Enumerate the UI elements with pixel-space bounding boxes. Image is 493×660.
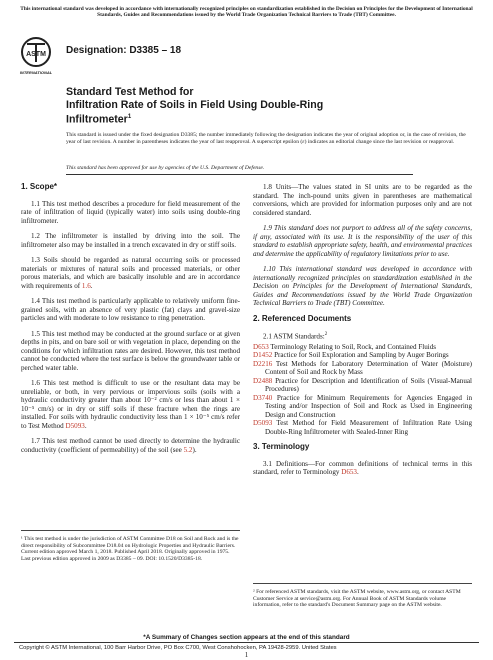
para-1-3-end: .: [90, 281, 93, 290]
reference-list: [253, 343, 472, 437]
para-3-1: [253, 460, 472, 477]
ref-link-5-2[interactable]: 5.2: [183, 445, 193, 454]
reference-item: [253, 360, 472, 377]
ref-link-d1452[interactable]: D1452: [253, 351, 273, 360]
para-1-5: 1.5 This test method may be conducted at the ground surface or at given depths in pits, and on bare soil or with vegetation in place, depending on the conditions for which infiltration rates are desired. However, this test method cannot be conducted where the test surface is below the groundwater table or perched water table.: [21, 329, 240, 372]
reference-item: [253, 377, 472, 394]
reference-title: Practice for Minimum Requirements for Agencies Engaged in Testing and/or Inspection of Soil and Rock as Used in Engineering Design and Construction: [265, 393, 472, 419]
dod-approval-note: This standard has been approved for use by agencies of the U.S. Department of Defense.: [66, 165, 265, 171]
scope-heading: 1. Scope*: [21, 182, 58, 191]
para-1-4: 1.4 This test method is particularly applicable to relatively uniform fine-grained soils, with an absence of very plastic (fat) clays and gravel-size particles and with moderate to low resistance to ring penetration.: [21, 297, 240, 322]
ref-link-1-6[interactable]: 1.6: [81, 281, 91, 290]
para-1-7-end: ).: [192, 445, 197, 454]
title-line-3-text: Infiltrometer: [66, 113, 128, 126]
astm-logo-icon: [19, 36, 53, 76]
ref-link-d2216[interactable]: D2216: [253, 359, 273, 368]
left-column: [21, 183, 240, 461]
ref-link-d653-term[interactable]: D653: [341, 468, 357, 477]
astm-standards-footnote-marker: 2: [324, 332, 328, 337]
copyright-line: Copyright © ASTM International, 100 Barr Harbor Drive, PO Box C700, West Conshohocken, PA 19428-2959. United States: [19, 645, 337, 651]
reference-title: Test Methods for Laboratory Determination of Water (Moisture) Content of Soil and Rock by Mass: [265, 359, 472, 377]
para-1-3: [21, 256, 240, 290]
para-1-7: [21, 437, 240, 454]
title-footnote-marker: 1: [127, 114, 132, 120]
astm-logo: [19, 36, 53, 76]
summary-of-changes-note: *A Summary of Changes section appears at the end of this standard: [143, 634, 350, 641]
right-column: [253, 183, 472, 484]
terminology-heading: 3. Terminology: [253, 442, 310, 452]
tbt-notice: This international standard was developed in accordance with internationally recognized principles on standardization established in the Decision on Principles for the Development of International Standards, Guides and Recommendations issued by the World Trade Organization Technical Barriers to Trade (TBT) Committee.: [20, 6, 473, 19]
astm-standards-label: [253, 331, 472, 341]
para-1-6-end: .: [84, 421, 87, 430]
designation: Designation: D3385 – 18: [66, 45, 182, 56]
para-1-9: 1.9 This standard does not purport to address all of the safety concerns, if any, associated with its use. It is the responsibility of the user of this standard to establish appropriate safety, health, and environmental practices and determine the applicability of regulatory limitations prior to use.: [253, 224, 472, 258]
ref-link-d3740[interactable]: D3740: [253, 393, 273, 402]
title-line-2: Infiltration Rate of Soils in Field Using Double-Ring: [66, 98, 324, 111]
footnote-2: ² For referenced ASTM standards, visit the ASTM website, www.astm.org, or contact ASTM Customer Service at service@astm.org. For Annual Book of ASTM Standards volume information, refer to the standard's Document Summary page on the ASTM website.: [253, 583, 472, 609]
svg-text:ASTM: ASTM: [26, 51, 46, 58]
astm-standards-text: 2.1 ASTM Standards:: [263, 332, 325, 341]
reference-title: Terminology Relating to Soil, Rock, and Contained Fluids: [268, 342, 437, 351]
ref-link-d2488[interactable]: D2488: [253, 376, 273, 385]
reference-item: [253, 343, 472, 352]
para-1-2: 1.2 The infiltrometer is installed by driving into the soil. The infiltrometer also may be installed in a trench excavated in dry or stiff soils.: [21, 232, 240, 249]
para-1-8: 1.8 Units—The values stated in SI units are to be regarded as the standard. The inch-pound units given in parentheses are mathematical conversions, which are provided for information purposes only and are not considered standard.: [253, 183, 472, 217]
header-divider: [66, 174, 413, 175]
reference-item: [253, 351, 472, 360]
reference-title: Practice for Description and Identification of Soils (Visual-Manual Procedures): [265, 376, 472, 394]
reference-item: [253, 394, 472, 420]
para-1-10: 1.10 This international standard was developed in accordance with internationally recognized principles on standardization established in the Decision on Principles for the Development of International Standards, Guides and Recommendations issued by the World Trade Organization Technical Barriers to Trade (TBT) Committee.: [253, 265, 472, 307]
para-3-1-text: 3.1 Definitions—For common definitions of technical terms in this standard, refer to Terminology: [253, 459, 472, 477]
para-1-3-text: 1.3 Soils should be regarded as natural occurring soils or processed materials or mixtures of natural soils and processed materials, or other porous materials, and which are basically insoluble and are in accordance with requirements of: [21, 256, 240, 290]
document-title: [66, 86, 446, 126]
para-1-7-text: 1.7 This test method cannot be used directly to determine the hydraulic conductivity (coefficient of permeability) of the soil (see: [21, 437, 240, 454]
footer-divider: [14, 642, 479, 643]
reference-item: [253, 419, 472, 436]
para-3-1-end: .: [356, 468, 359, 477]
para-1-6-text: 1.6 This test method is difficult to use or the resultant data may be unreliable, or both, in very pervious or impervious soils (soils with a hydraulic conductivity greater than about 10⁻² cm/s or less than about 1 × 10⁻⁵ cm/s) or in dry or stiff soils if these fracture when the rings are installed. For soils with hydraulic conductivity less than 1 × 10⁻⁵ cm/s refer to Test Method: [21, 379, 240, 430]
referenced-documents-heading: 2. Referenced Documents: [253, 313, 352, 323]
para-1-6: [21, 379, 240, 430]
reference-title: Practice for Soil Exploration and Sampling by Auger Borings: [272, 351, 449, 360]
svg-text:INTERNATIONAL: INTERNATIONAL: [19, 70, 53, 75]
ref-link-d5093-ring[interactable]: D5093: [253, 419, 273, 428]
title-line-3: [66, 111, 446, 126]
ref-link-d653[interactable]: D653: [253, 342, 269, 351]
title-line-1: Standard Test Method for: [66, 86, 194, 98]
page-number: 1: [244, 651, 249, 659]
footnote-1: ¹ This test method is under the jurisdiction of ASTM Committee D18 on Soil and Rock and is the direct responsibility of Subcommittee D18.04 on Hydrologic Properties and Hydraulic Barriers. Current edition approved March 1, 2018. Published April 2018. Originally approved in 1975. Last previous edition approved in 2009 as D3385 – 09. DOI: 10.1520/D3385-18.: [21, 530, 240, 562]
standard-issuance-note: This standard is issued under the fixed designation D3385; the number immediately following the designation indicates the year of original adoption or, in the case of revision, the year of last revision. A number in parentheses indicates the year of last reapproval. A superscript epsilon (ε) indicates an editorial change since the last revision or reapproval.: [66, 132, 466, 145]
reference-title: Test Method for Field Measurement of Infiltration Rate Using Double-Ring Infiltrometer with Sealed-Inner Ring: [265, 419, 472, 436]
para-1-1: 1.1 This test method describes a procedure for field measurement of the rate of infiltration of liquid (typically water) into soils using double-ring infiltrometer.: [21, 199, 240, 225]
ref-link-d5093[interactable]: D5093: [65, 421, 85, 430]
